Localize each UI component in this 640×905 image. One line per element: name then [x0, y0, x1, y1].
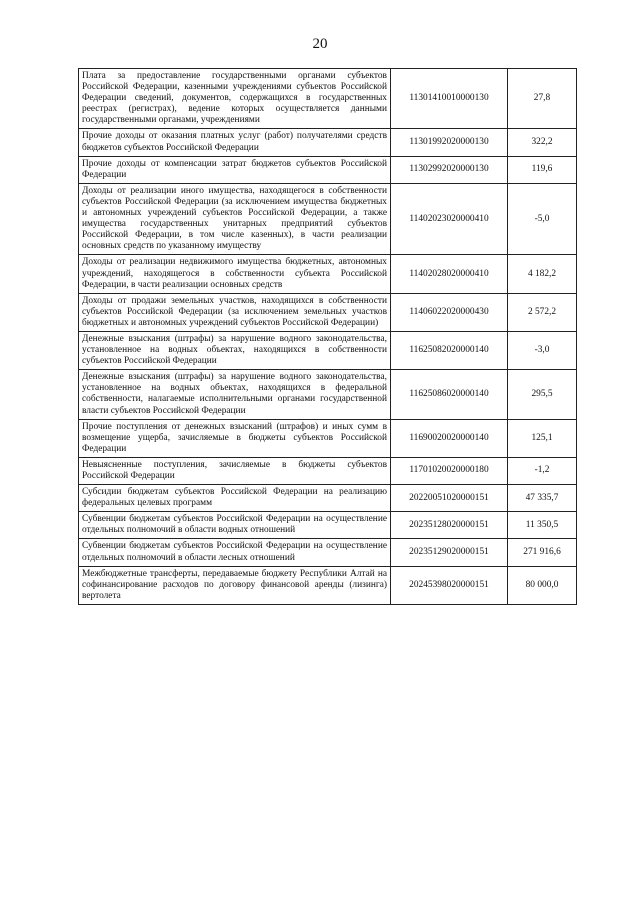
- page-number: 20: [312, 36, 328, 52]
- table-row: [79, 566, 577, 604]
- row-amount: -5,0: [508, 183, 577, 255]
- table-row: [79, 539, 577, 566]
- row-description: Доходы от продажи земельных участков, находящихся в собственности субъектов Российской Федерации (за исключением земельных участков бюджетных и автономных учреждений субъектов Российской Федерации): [79, 293, 391, 331]
- row-code: 11302992020000130: [391, 156, 508, 183]
- row-description: Денежные взыскания (штрафы) за нарушение водного законодательства, установленное на водных объектах, находящихся в собственности субъектов Российской Федерации: [79, 331, 391, 369]
- revenue-table-body: [79, 69, 577, 605]
- row-amount: 271 916,6: [508, 539, 577, 566]
- row-amount: 27,8: [508, 69, 577, 129]
- row-description: Плата за предоставление государственными органами субъектов Российской Федерации, казенными учреждениями субъектов Российской Федерации сведений, документов, содержащихся в государственных реестрах (регистрах), ведение которых осуществляется данными государственными органами, учреждениями: [79, 69, 391, 129]
- row-code: 11625086020000140: [391, 370, 508, 419]
- table-row: [79, 69, 577, 129]
- row-description: Прочие доходы от компенсации затрат бюджетов субъектов Российской Федерации: [79, 156, 391, 183]
- row-code: 11402028020000410: [391, 255, 508, 293]
- row-description: Межбюджетные трансферты, передаваемые бюджету Республики Алтай на софинансирование расходов по договору финансовой аренды (лизинга) вертолета: [79, 566, 391, 604]
- row-amount: -1,2: [508, 457, 577, 484]
- row-description: Прочие доходы от оказания платных услуг (работ) получателями средств бюджетов субъектов Российской Федерации: [79, 129, 391, 156]
- row-code: 11625082020000140: [391, 331, 508, 369]
- revenue-table: [78, 68, 577, 605]
- row-description: Невыясненные поступления, зачисляемые в бюджеты субъектов Российской Федерации: [79, 457, 391, 484]
- row-amount: 2 572,2: [508, 293, 577, 331]
- table-row: [79, 183, 577, 255]
- table-row: [79, 255, 577, 293]
- row-amount: 322,2: [508, 129, 577, 156]
- row-code: 11406022020000430: [391, 293, 508, 331]
- row-description: Доходы от реализации недвижимого имущества бюджетных, автономных учреждений, находящегося в собственности субъекта Российской Федерации, в части реализации основных средств: [79, 255, 391, 293]
- table-row: [79, 485, 577, 512]
- table-row: [79, 419, 577, 457]
- row-description: Субвенции бюджетам субъектов Российской Федерации на осуществление отдельных полномочий в области лесных отношений: [79, 539, 391, 566]
- table-row: [79, 370, 577, 419]
- row-amount: 4 182,2: [508, 255, 577, 293]
- row-amount: -3,0: [508, 331, 577, 369]
- table-row: [79, 512, 577, 539]
- table-row: [79, 293, 577, 331]
- row-description: Прочие поступления от денежных взысканий (штрафов) и иных сумм в возмещение ущерба, зачисляемые в бюджеты субъектов Российской Федерации: [79, 419, 391, 457]
- row-code: 20245398020000151: [391, 566, 508, 604]
- row-code: 20220051020000151: [391, 485, 508, 512]
- row-description: Субвенции бюджетам субъектов Российской Федерации на осуществление отдельных полномочий в области водных отношений: [79, 512, 391, 539]
- row-description: Субсидии бюджетам субъектов Российской Федерации на реализацию федеральных целевых программ: [79, 485, 391, 512]
- row-amount: 47 335,7: [508, 485, 577, 512]
- row-amount: 125,1: [508, 419, 577, 457]
- row-amount: 11 350,5: [508, 512, 577, 539]
- row-code: 11690020020000140: [391, 419, 508, 457]
- table-row: [79, 156, 577, 183]
- row-amount: 80 000,0: [508, 566, 577, 604]
- row-description: Доходы от реализации иного имущества, находящегося в собственности субъектов Российской Федерации (за исключением имущества бюджетных и автономных учреждений субъектов Российской Федерации, а также имущества государственных унитарных предприятий субъектов Российской Федерации, в том числе казенных), в части реализации основных средств по указанному имуществу: [79, 183, 391, 255]
- row-code: 20235129020000151: [391, 539, 508, 566]
- row-code: 11402023020000410: [391, 183, 508, 255]
- row-amount: 295,5: [508, 370, 577, 419]
- row-code: 20235128020000151: [391, 512, 508, 539]
- table-row: [79, 331, 577, 369]
- table-row: [79, 457, 577, 484]
- row-code: 11701020020000180: [391, 457, 508, 484]
- row-amount: 119,6: [508, 156, 577, 183]
- table-row: [79, 129, 577, 156]
- row-description: Денежные взыскания (штрафы) за нарушение водного законодательства, установленное на водных объектах, находящихся в федеральной собственности, налагаемые исполнительными органами государственной власти субъектов Российской Федерации: [79, 370, 391, 419]
- row-code: 11301410010000130: [391, 69, 508, 129]
- row-code: 11301992020000130: [391, 129, 508, 156]
